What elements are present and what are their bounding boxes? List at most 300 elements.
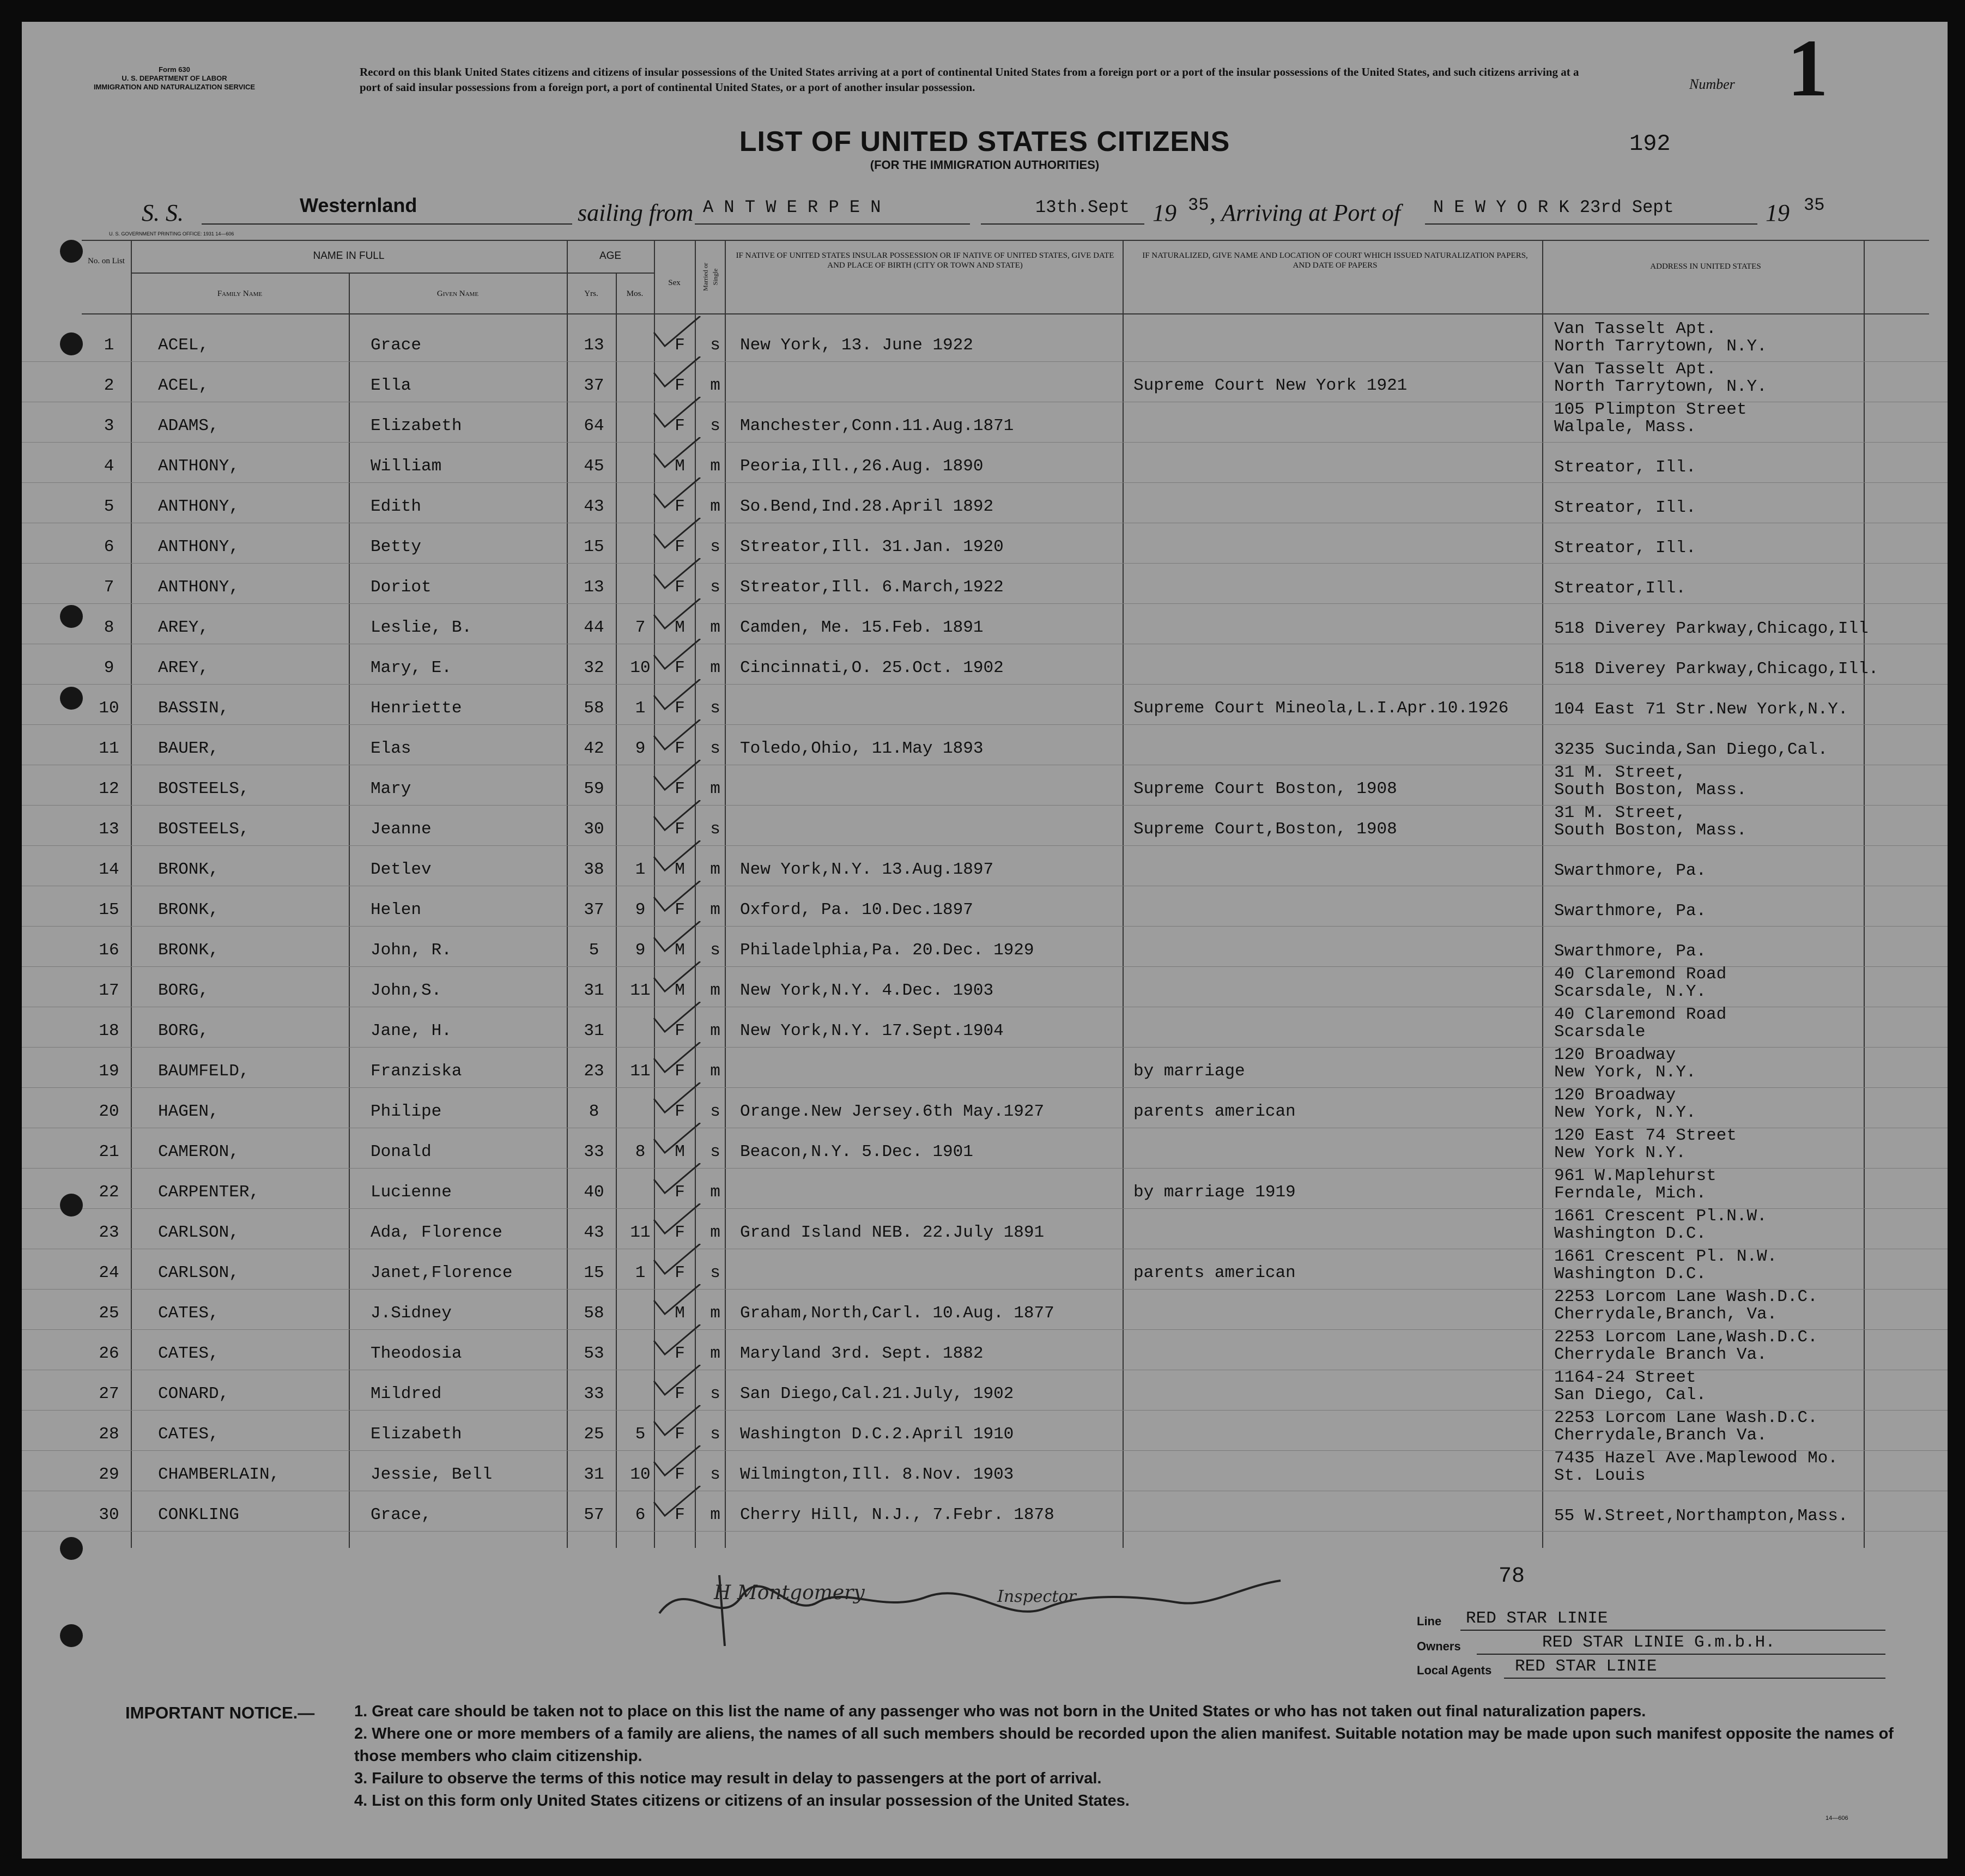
departure-year: 35 bbox=[1188, 195, 1209, 215]
naturalization-info: Supreme Court New York 1921 bbox=[1133, 376, 1408, 395]
table-row bbox=[22, 1209, 1948, 1249]
check-mark-icon bbox=[648, 477, 703, 510]
age-years: 37 bbox=[584, 900, 604, 919]
family-name: CATES, bbox=[158, 1344, 219, 1363]
check-mark-icon bbox=[648, 1365, 703, 1397]
given-name: Janet,Florence bbox=[371, 1263, 513, 1282]
row-number: 16 bbox=[99, 941, 119, 960]
age-years: 64 bbox=[584, 416, 604, 435]
sex: F bbox=[675, 900, 685, 919]
given-name: Franziska bbox=[371, 1062, 462, 1081]
marital-status: m bbox=[710, 981, 720, 1000]
marital-status: s bbox=[710, 537, 720, 556]
notice-item-3: 3. Failure to observe the terms of this notice may result in delay to passengers at the port of arrival. bbox=[354, 1770, 1102, 1787]
check-mark-icon bbox=[648, 1123, 703, 1155]
table-row bbox=[22, 604, 1948, 644]
address-line-2: Streator, Ill. bbox=[1554, 498, 1696, 517]
table-row bbox=[22, 483, 1948, 523]
age-months: 11 bbox=[630, 1062, 651, 1081]
address-line-2: South Boston, Mass. bbox=[1554, 821, 1747, 840]
table-row bbox=[22, 685, 1948, 725]
row-number: 14 bbox=[99, 860, 119, 879]
row-number: 25 bbox=[99, 1304, 119, 1323]
number-label: Number bbox=[1689, 76, 1735, 92]
birth-info: Streator,Ill. 6.March,1922 bbox=[740, 578, 1004, 597]
given-name: Jane, H. bbox=[371, 1021, 452, 1040]
col-header-name: NAME IN FULL bbox=[313, 250, 385, 262]
inspector-signature-scribble bbox=[654, 1564, 1286, 1651]
address-line-1: 2253 Lorcom Lane Wash.D.C. bbox=[1554, 1408, 1818, 1427]
check-mark-icon bbox=[648, 1284, 703, 1317]
punch-hole bbox=[60, 1537, 83, 1560]
row-number: 20 bbox=[99, 1102, 119, 1121]
marital-status: s bbox=[710, 820, 720, 839]
naturalization-info: by marriage 1919 bbox=[1133, 1183, 1296, 1202]
age-years: 15 bbox=[584, 537, 604, 556]
punch-hole bbox=[60, 687, 83, 710]
address-line-1: 31 M. Street, bbox=[1554, 763, 1686, 782]
departure-date: 13th.Sept bbox=[1035, 197, 1130, 217]
row-number: 5 bbox=[104, 497, 114, 516]
birth-info: Philadelphia,Pa. 20.Dec. 1929 bbox=[740, 941, 1034, 960]
punch-hole bbox=[60, 1624, 83, 1647]
page-count: 78 bbox=[1499, 1564, 1525, 1589]
punch-hole bbox=[60, 1194, 83, 1217]
address-line-1: 961 W.Maplehurst bbox=[1554, 1166, 1717, 1185]
sex: F bbox=[675, 1384, 685, 1403]
given-name: John,S. bbox=[371, 981, 442, 1000]
table-row bbox=[22, 725, 1948, 765]
marital-status: s bbox=[710, 416, 720, 435]
sex: M bbox=[675, 1304, 685, 1323]
age-years: 33 bbox=[584, 1142, 604, 1161]
birth-info: Oxford, Pa. 10.Dec.1897 bbox=[740, 900, 973, 919]
row-number: 13 bbox=[99, 820, 119, 839]
given-name: Donald bbox=[371, 1142, 432, 1161]
arriving-label: , Arriving at Port of bbox=[1210, 199, 1400, 226]
address-line-2: Streator,Ill. bbox=[1554, 579, 1686, 598]
given-name: Jessie, Bell bbox=[371, 1465, 493, 1484]
age-years: 44 bbox=[584, 618, 604, 637]
check-mark-icon bbox=[648, 1042, 703, 1075]
sex: F bbox=[675, 336, 685, 355]
agents-label: Local Agents bbox=[1417, 1663, 1492, 1677]
birth-info: New York,N.Y. 4.Dec. 1903 bbox=[740, 981, 994, 1000]
naturalization-info: Supreme Court,Boston, 1908 bbox=[1133, 820, 1397, 839]
table-row bbox=[22, 1045, 1948, 1088]
sex: F bbox=[675, 497, 685, 516]
age-months: 9 bbox=[635, 739, 646, 758]
row-number: 11 bbox=[99, 739, 119, 758]
port-from: A N T W E R P E N bbox=[703, 197, 881, 217]
row-number: 29 bbox=[99, 1465, 119, 1484]
marital-status: s bbox=[710, 336, 720, 355]
family-name: BASSIN, bbox=[158, 699, 229, 718]
address-line-2: North Tarrytown, N.Y. bbox=[1554, 377, 1767, 396]
age-months: 1 bbox=[635, 860, 646, 879]
given-name: Lucienne bbox=[371, 1183, 452, 1202]
table-row bbox=[22, 1408, 1948, 1451]
col-header-given: Given Name bbox=[436, 289, 479, 298]
check-mark-icon bbox=[648, 719, 703, 752]
family-name: ANTHONY, bbox=[158, 457, 239, 476]
family-name: CAMERON, bbox=[158, 1142, 239, 1161]
age-months: 9 bbox=[635, 900, 646, 919]
sex: F bbox=[675, 1344, 685, 1363]
row-number: 24 bbox=[99, 1263, 119, 1282]
address-line-1: 7435 Hazel Ave.Maplewood Mo. bbox=[1554, 1449, 1838, 1468]
family-name: ADAMS, bbox=[158, 416, 219, 435]
birth-info: New York,N.Y. 17.Sept.1904 bbox=[740, 1021, 1004, 1040]
row-number: 28 bbox=[99, 1425, 119, 1444]
check-mark-icon bbox=[648, 881, 703, 913]
table-row bbox=[22, 1370, 1948, 1411]
address-line-1: 120 East 74 Street bbox=[1554, 1126, 1737, 1145]
marital-status: m bbox=[710, 1304, 720, 1323]
family-name: CARPENTER, bbox=[158, 1183, 260, 1202]
check-mark-icon bbox=[648, 1163, 703, 1196]
address-line-2: Streator, Ill. bbox=[1554, 538, 1696, 558]
address-line-2: Streator, Ill. bbox=[1554, 458, 1696, 477]
given-name: Theodosia bbox=[371, 1344, 462, 1363]
marital-status: m bbox=[710, 658, 720, 677]
table-row bbox=[22, 362, 1948, 402]
row-number: 30 bbox=[99, 1505, 119, 1524]
page-title: LIST OF UNITED STATES CITIZENS bbox=[739, 126, 1230, 158]
check-mark-icon bbox=[648, 679, 703, 712]
age-years: 23 bbox=[584, 1062, 604, 1081]
age-subheader-rule bbox=[567, 273, 654, 274]
check-mark-icon bbox=[648, 1445, 703, 1478]
age-months: 1 bbox=[635, 1263, 646, 1282]
birth-info: Streator,Ill. 31.Jan. 1920 bbox=[740, 537, 1004, 556]
address-line-2: San Diego, Cal. bbox=[1554, 1385, 1707, 1405]
age-years: 30 bbox=[584, 820, 604, 839]
check-mark-icon bbox=[648, 639, 703, 671]
address-line-2: 104 East 71 Str.New York,N.Y. bbox=[1554, 700, 1848, 719]
check-mark-icon bbox=[648, 800, 703, 833]
family-name: BOSTEELS, bbox=[158, 779, 250, 798]
check-mark-icon bbox=[648, 840, 703, 873]
address-line-2: St. Louis bbox=[1554, 1466, 1646, 1485]
address-line-2: 518 Diverey Parkway,Chicago,Ill bbox=[1554, 619, 1869, 638]
address-line-1: 1164-24 Street bbox=[1554, 1368, 1696, 1387]
given-name: Elizabeth bbox=[371, 416, 462, 435]
address-line-1: 105 Plimpton Street bbox=[1554, 400, 1747, 419]
row-number: 22 bbox=[99, 1183, 119, 1202]
given-name: Elizabeth bbox=[371, 1425, 462, 1444]
owners-label: Owners bbox=[1417, 1639, 1461, 1653]
sex: M bbox=[675, 941, 685, 960]
sex: F bbox=[675, 416, 685, 435]
row-number: 3 bbox=[104, 416, 114, 435]
given-name: Ella bbox=[371, 376, 411, 395]
marital-status: m bbox=[710, 376, 720, 395]
marital-status: m bbox=[710, 457, 720, 476]
address-line-1: 1661 Crescent Pl. N.W. bbox=[1554, 1247, 1778, 1266]
notice-item-4: 4. List on this form only United States citizens or citizens of an insular possession of the United States. bbox=[354, 1792, 1130, 1810]
check-mark-icon bbox=[648, 518, 703, 550]
given-name: Mildred bbox=[371, 1384, 442, 1403]
table-row bbox=[22, 402, 1948, 443]
year-prefix-2: 19 bbox=[1766, 199, 1790, 226]
marital-status: m bbox=[710, 1021, 720, 1040]
sex: F bbox=[675, 578, 685, 597]
naturalization-info: by marriage bbox=[1133, 1062, 1245, 1081]
check-mark-icon bbox=[648, 1324, 703, 1357]
row-number: 18 bbox=[99, 1021, 119, 1040]
row-number: 9 bbox=[104, 658, 114, 677]
naturalization-info: parents american bbox=[1133, 1263, 1296, 1282]
marital-status: m bbox=[710, 900, 720, 919]
table-row bbox=[22, 319, 1948, 362]
age-years: 32 bbox=[584, 658, 604, 677]
sex: F bbox=[675, 1102, 685, 1121]
marital-status: m bbox=[710, 1505, 720, 1524]
row-number: 15 bbox=[99, 900, 119, 919]
address-line-2: Scarsdale, N.Y. bbox=[1554, 982, 1707, 1001]
list-number: 1 bbox=[1787, 23, 1828, 113]
table-row bbox=[22, 1330, 1948, 1370]
table-row bbox=[22, 1287, 1948, 1330]
table-row bbox=[22, 846, 1948, 886]
address-line-1: 31 M. Street, bbox=[1554, 803, 1686, 822]
birth-info: San Diego,Cal.21.July, 1902 bbox=[740, 1384, 1014, 1403]
address-line-1: 120 Broadway bbox=[1554, 1045, 1676, 1064]
row-number: 27 bbox=[99, 1384, 119, 1403]
family-name: CATES, bbox=[158, 1425, 219, 1444]
address-line-2: Walpale, Mass. bbox=[1554, 417, 1696, 437]
sailing-label: sailing from bbox=[578, 199, 694, 226]
address-line-1: 2253 Lorcom Lane,Wash.D.C. bbox=[1554, 1328, 1818, 1347]
table-row bbox=[22, 443, 1948, 483]
marital-status: m bbox=[710, 1344, 720, 1363]
check-mark-icon bbox=[648, 558, 703, 591]
family-name: ACEL, bbox=[158, 336, 209, 355]
family-name: BRONK, bbox=[158, 900, 219, 919]
sex: F bbox=[675, 537, 685, 556]
form-number: Form 630 bbox=[159, 65, 190, 74]
header-top-rule bbox=[82, 240, 1929, 241]
row-number: 12 bbox=[99, 779, 119, 798]
birth-info: Orange.New Jersey.6th May.1927 bbox=[740, 1102, 1045, 1121]
check-mark-icon bbox=[648, 1405, 703, 1438]
address-line-2: Swarthmore, Pa. bbox=[1554, 861, 1707, 880]
table-row bbox=[22, 564, 1948, 604]
sex: F bbox=[675, 820, 685, 839]
family-name: BAUER, bbox=[158, 739, 219, 758]
age-years: 57 bbox=[584, 1505, 604, 1524]
line-value: RED STAR LINIE bbox=[1466, 1609, 1608, 1628]
birth-info: So.Bend,Ind.28.April 1892 bbox=[740, 497, 994, 516]
given-name: Doriot bbox=[371, 578, 432, 597]
name-subheader-rule bbox=[131, 273, 583, 274]
age-months: 5 bbox=[635, 1425, 646, 1444]
family-name: ACEL, bbox=[158, 376, 209, 395]
naturalization-info: parents american bbox=[1133, 1102, 1296, 1121]
address-line-1: 40 Claremond Road bbox=[1554, 965, 1727, 984]
check-mark-icon bbox=[648, 1244, 703, 1276]
address-line-2: Swarthmore, Pa. bbox=[1554, 901, 1707, 921]
check-mark-icon bbox=[648, 1002, 703, 1034]
address-line-2: 55 W.Street,Northampton,Mass. bbox=[1554, 1506, 1848, 1526]
department-name: U. S. DEPARTMENT OF LABOR bbox=[122, 74, 227, 82]
age-months: 9 bbox=[635, 941, 646, 960]
table-row bbox=[22, 886, 1948, 927]
birth-info: Toledo,Ohio, 11.May 1893 bbox=[740, 739, 984, 758]
marital-status: s bbox=[710, 699, 720, 718]
age-years: 31 bbox=[584, 1021, 604, 1040]
col-header-yrs: Yrs. bbox=[584, 289, 598, 298]
table-row bbox=[22, 967, 1948, 1007]
address-line-1: 120 Broadway bbox=[1554, 1086, 1676, 1105]
marital-status: m bbox=[710, 779, 720, 798]
table-row bbox=[22, 1491, 1948, 1532]
birth-info: Grand Island NEB. 22.July 1891 bbox=[740, 1223, 1045, 1242]
row-number: 7 bbox=[104, 578, 114, 597]
age-months: 8 bbox=[635, 1142, 646, 1161]
family-name: AREY, bbox=[158, 618, 209, 637]
punch-hole bbox=[60, 605, 83, 628]
birth-info: Camden, Me. 15.Feb. 1891 bbox=[740, 618, 984, 637]
col-header-age: AGE bbox=[599, 250, 622, 262]
marital-status: m bbox=[710, 1062, 720, 1081]
age-years: 38 bbox=[584, 860, 604, 879]
age-years: 59 bbox=[584, 779, 604, 798]
table-row bbox=[22, 1007, 1948, 1048]
address-line-2: Swarthmore, Pa. bbox=[1554, 942, 1707, 961]
address-line-2: Washington D.C. bbox=[1554, 1224, 1707, 1243]
family-name: CONARD, bbox=[158, 1384, 229, 1403]
row-number: 10 bbox=[99, 699, 119, 718]
row-number: 21 bbox=[99, 1142, 119, 1161]
family-name: HAGEN, bbox=[158, 1102, 219, 1121]
voyage-line bbox=[22, 185, 1948, 226]
age-years: 45 bbox=[584, 457, 604, 476]
marital-status: s bbox=[710, 1102, 720, 1121]
age-years: 43 bbox=[584, 1223, 604, 1242]
check-mark-icon bbox=[648, 598, 703, 631]
sex: F bbox=[675, 699, 685, 718]
age-years: 58 bbox=[584, 699, 604, 718]
birth-info: New York,N.Y. 13.Aug.1897 bbox=[740, 860, 994, 879]
address-line-2: New York, N.Y. bbox=[1554, 1103, 1696, 1122]
given-name: J.Sidney bbox=[371, 1304, 452, 1323]
row-number: 2 bbox=[104, 376, 114, 395]
given-name: Ada, Florence bbox=[371, 1223, 502, 1242]
sex: F bbox=[675, 779, 685, 798]
marital-status: s bbox=[710, 941, 720, 960]
family-name: BRONK, bbox=[158, 860, 219, 879]
table-row bbox=[22, 523, 1948, 564]
given-name: Helen bbox=[371, 900, 422, 919]
marital-status: s bbox=[710, 1425, 720, 1444]
birth-info: Beacon,N.Y. 5.Dec. 1901 bbox=[740, 1142, 973, 1161]
age-years: 13 bbox=[584, 578, 604, 597]
family-name: CATES, bbox=[158, 1304, 219, 1323]
check-mark-icon bbox=[648, 397, 703, 429]
given-name: Leslie, B. bbox=[371, 618, 472, 637]
row-number: 23 bbox=[99, 1223, 119, 1242]
row-number: 17 bbox=[99, 981, 119, 1000]
ship-name: Westernland bbox=[300, 194, 417, 216]
arrival-year: 35 bbox=[1804, 195, 1825, 215]
ss-label: S. S. bbox=[142, 199, 184, 226]
marital-status: s bbox=[710, 1384, 720, 1403]
birth-info: Manchester,Conn.11.Aug.1871 bbox=[740, 416, 1014, 435]
given-name: Jeanne bbox=[371, 820, 432, 839]
age-years: 8 bbox=[589, 1102, 599, 1121]
table-row bbox=[22, 1166, 1948, 1209]
family-name: ANTHONY, bbox=[158, 537, 239, 556]
birth-info: Peoria,Ill.,26.Aug. 1890 bbox=[740, 457, 984, 476]
address-line-2: Scarsdale bbox=[1554, 1022, 1646, 1042]
age-years: 53 bbox=[584, 1344, 604, 1363]
address-line-1: Van Tasselt Apt. bbox=[1554, 319, 1717, 338]
birth-info: Washington D.C.2.April 1910 bbox=[740, 1425, 1014, 1444]
address-line-1: 40 Claremond Road bbox=[1554, 1005, 1727, 1024]
birth-info: Cherry Hill, N.J., 7.Febr. 1878 bbox=[740, 1505, 1054, 1524]
punch-hole bbox=[60, 240, 83, 263]
check-mark-icon bbox=[648, 437, 703, 470]
marital-status: m bbox=[710, 860, 720, 879]
family-name: AREY, bbox=[158, 658, 209, 677]
address-line-2: Cherrydale,Branch, Va. bbox=[1554, 1305, 1778, 1324]
naturalization-info: Supreme Court Mineola,L.I.Apr.10.1926 bbox=[1133, 699, 1509, 718]
age-months: 10 bbox=[630, 1465, 651, 1484]
age-years: 25 bbox=[584, 1425, 604, 1444]
given-name: John, R. bbox=[371, 941, 452, 960]
notice-item-1: 1. Great care should be taken not to place on this list the name of any passenger who was not born in the United States or who has not taken out final naturalization papers. bbox=[354, 1703, 1646, 1720]
age-months: 1 bbox=[635, 699, 646, 718]
agents-value: RED STAR LINIE bbox=[1515, 1657, 1657, 1676]
age-years: 40 bbox=[584, 1183, 604, 1202]
address-line-2: Cherrydale Branch Va. bbox=[1554, 1345, 1767, 1364]
col-header-birth: IF NATIVE OF UNITED STATES INSULAR POSSESSION OR IF NATIVE OF UNITED STATES, GIVE DATE AND PLACE OF BIRTH (CITY OR TOWN AND STATE) bbox=[736, 251, 1114, 270]
sex: M bbox=[675, 618, 685, 637]
printing-office-note: U. S. GOVERNMENT PRINTING OFFICE: 1931 14—606 bbox=[109, 231, 234, 237]
table-row bbox=[22, 765, 1948, 806]
family-name: CARLSON, bbox=[158, 1263, 239, 1282]
marital-status: m bbox=[710, 1183, 720, 1202]
table-row bbox=[22, 803, 1948, 846]
notice-item-2: 2. Where one or more members of a family are aliens, the names of all such members should be recorded upon the alien manifest. Suitable notation may be made upon such manifest opposite the names of those members who claim citizenship. bbox=[354, 1725, 1894, 1765]
row-number: 19 bbox=[99, 1062, 119, 1081]
check-mark-icon bbox=[648, 921, 703, 954]
given-name: Mary bbox=[371, 779, 411, 798]
age-months: 7 bbox=[635, 618, 646, 637]
owners-value: RED STAR LINIE G.m.b.H. bbox=[1542, 1633, 1775, 1652]
family-name: CHAMBERLAIN, bbox=[158, 1465, 280, 1484]
family-name: BORG, bbox=[158, 1021, 209, 1040]
notice-heading: IMPORTANT NOTICE.— bbox=[125, 1703, 315, 1722]
sex: F bbox=[675, 1505, 685, 1524]
table-row bbox=[22, 927, 1948, 967]
marital-status: m bbox=[710, 618, 720, 637]
year-prefix-1: 19 bbox=[1153, 199, 1176, 226]
address-line-2: South Boston, Mass. bbox=[1554, 780, 1747, 800]
manifest-sheet bbox=[22, 22, 1948, 1859]
col-header-sex: Sex bbox=[668, 279, 681, 287]
marital-status: s bbox=[710, 1465, 720, 1484]
sex: F bbox=[675, 1263, 685, 1282]
check-mark-icon bbox=[648, 1203, 703, 1236]
sex: M bbox=[675, 981, 685, 1000]
sex: M bbox=[675, 457, 685, 476]
age-years: 43 bbox=[584, 497, 604, 516]
col-header-family: Family Name bbox=[217, 289, 263, 298]
check-mark-icon bbox=[648, 356, 703, 389]
